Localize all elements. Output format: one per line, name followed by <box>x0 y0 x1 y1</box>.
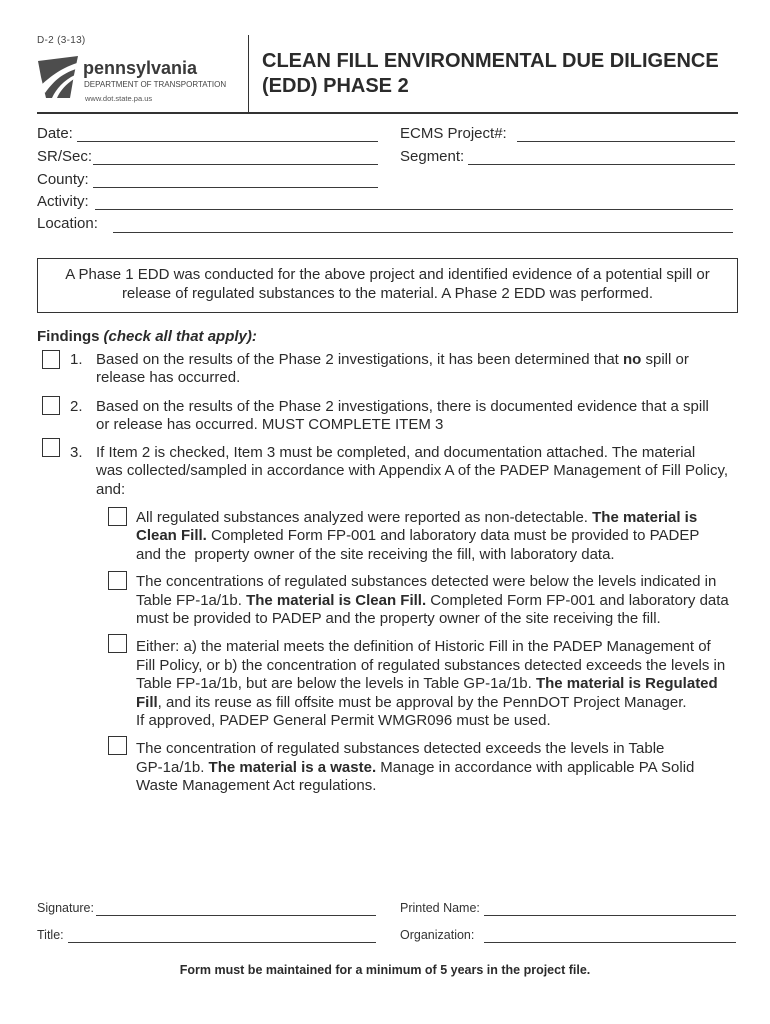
activity-field[interactable] <box>95 193 733 210</box>
option-non-detectable-line: and the property owner of the site receiving the fill, with laboratory data. <box>136 546 615 563</box>
emphasis-text-segment: no <box>623 351 642 368</box>
activity-label: Activity: <box>37 193 89 210</box>
finding-2-text-line: Based on the results of the Phase 2 investigations, there is documented evidence that a spill <box>96 398 709 415</box>
option-non-detectable-checkbox[interactable] <box>108 507 127 526</box>
date-label: Date: <box>37 125 73 142</box>
printed-name-field[interactable] <box>484 899 736 916</box>
text-segment: Manage in accordance with applicable PA Solid <box>376 759 695 776</box>
option-waste-line <box>136 759 694 777</box>
ecms-project-label: ECMS Project#: <box>400 125 507 142</box>
option-regulated-fill-line: If approved, PADEP General Permit WMGR096 must be used. <box>136 712 551 729</box>
findings-heading-note: (check all that apply): <box>103 328 257 345</box>
segment-label: Segment: <box>400 148 465 165</box>
text-segment: All regulated substances analyzed were reported as non-detectable. <box>136 509 593 526</box>
ecms-project-field[interactable] <box>517 125 735 142</box>
text-segment: Completed Form FP-001 and laboratory data <box>426 592 729 609</box>
finding-1-text-line <box>96 351 689 369</box>
option-waste-line: The concentration of regulated substances detected exceeds the levels in Table <box>136 740 665 757</box>
option-regulated-fill-line: Either: a) the material meets the definition of Historic Fill in the PADEP Management of <box>136 638 711 655</box>
text-segment: GP-1a/1b. <box>136 759 209 776</box>
option-below-fp-levels-line: The concentrations of regulated substances detected were below the levels indicated in <box>136 573 717 590</box>
finding-3-text-line: and: <box>96 481 126 498</box>
finding-3-text-line: was collected/sampled in accordance with Appendix A of the PADEP Management of Fill Policy, <box>96 462 729 479</box>
segment-field[interactable] <box>468 148 735 165</box>
signature-field[interactable] <box>96 899 376 916</box>
logo-state-name: pennsylvania <box>83 58 198 78</box>
text-segment: Table FP-1a/1b. <box>136 592 247 609</box>
header-rule <box>37 112 738 114</box>
option-below-fp-levels-line: must be provided to PADEP and the property owner of the site receiving the fill. <box>136 610 661 627</box>
location-field[interactable] <box>113 216 733 233</box>
header-divider <box>248 35 249 112</box>
finding-3-number: 3. <box>70 444 83 461</box>
sr-sec-label: SR/Sec: <box>37 148 93 165</box>
emphasis-text-segment: Clean Fill. <box>136 527 207 544</box>
form-title-line: (EDD) PHASE 2 <box>262 75 409 97</box>
emphasis-text-segment: The material is a waste. <box>208 759 377 776</box>
emphasis-text-segment: The material is <box>592 509 698 526</box>
form-title-line: CLEAN FILL ENVIRONMENTAL DUE DILIGENCE <box>262 50 719 72</box>
text-segment: Based on the results of the Phase 2 investigations, it has been determined that <box>96 351 623 368</box>
notice-line: A Phase 1 EDD was conducted for the above project and identified evidence of a potential spill or <box>65 266 710 283</box>
organization-label: Organization: <box>400 928 475 942</box>
location-label: Location: <box>37 215 98 232</box>
text-segment: Completed Form FP-001 and laboratory data must be provided to PADEP <box>206 527 700 544</box>
option-non-detectable-line <box>136 527 699 545</box>
penndot-logo <box>37 54 242 110</box>
county-label: County: <box>37 171 89 188</box>
option-below-fp-levels-line <box>136 592 729 610</box>
finding-3-checkbox[interactable] <box>42 438 60 457</box>
option-regulated-fill-checkbox[interactable] <box>108 634 127 653</box>
option-waste-line: Waste Management Act regulations. <box>136 777 377 794</box>
county-field[interactable] <box>93 171 378 188</box>
form-code: D-2 (3-13) <box>37 35 86 46</box>
finding-3-text-line: If Item 2 is checked, Item 3 must be completed, and documentation attached. The material <box>96 444 696 461</box>
finding-1-checkbox[interactable] <box>42 350 60 369</box>
finding-1-text-line: release has occurred. <box>96 369 241 386</box>
finding-1-number: 1. <box>70 351 83 368</box>
option-regulated-fill-line <box>136 675 718 693</box>
text-segment: spill or <box>641 351 689 368</box>
option-waste-checkbox[interactable] <box>108 736 127 755</box>
option-below-fp-levels-checkbox[interactable] <box>108 571 127 590</box>
finding-2-checkbox[interactable] <box>42 396 60 415</box>
option-non-detectable-line <box>136 509 697 527</box>
title-field[interactable] <box>68 926 376 943</box>
text-segment: Table FP-1a/1b, but are below the levels in Table GP-1a/1b. <box>136 675 536 692</box>
signature-label: Signature: <box>37 901 94 915</box>
notice-line: release of regulated substances to the material. A Phase 2 EDD was performed. <box>121 285 654 302</box>
title-label: Title: <box>37 928 64 942</box>
logo-department: DEPARTMENT OF TRANSPORTATION <box>84 80 227 89</box>
emphasis-text-segment: Fill <box>136 694 158 711</box>
organization-field[interactable] <box>484 926 736 943</box>
sr-sec-field[interactable] <box>93 148 378 165</box>
printed-name-label: Printed Name: <box>400 901 480 915</box>
date-field[interactable] <box>77 125 378 142</box>
emphasis-text-segment: The material is Regulated <box>535 675 718 692</box>
logo-website: www.dot.state.pa.us <box>85 94 153 103</box>
option-regulated-fill-line <box>136 694 687 712</box>
text-segment: , and its reuse as fill offsite must be approval by the PennDOT Project Manager. <box>157 694 687 711</box>
phase1-notice-box <box>37 258 738 313</box>
finding-2-number: 2. <box>70 398 83 415</box>
emphasis-text-segment: The material is Clean Fill. <box>246 592 427 609</box>
retention-footer-note: Form must be maintained for a minimum of 5 years in the project file. <box>179 963 591 977</box>
option-regulated-fill-line: Fill Policy, or b) the concentration of regulated substances detected exceeds the levels in <box>136 657 726 674</box>
findings-heading-text: Findings <box>37 328 100 345</box>
keystone-road-icon <box>37 55 79 99</box>
finding-2-text-line: or release has occurred. MUST COMPLETE ITEM 3 <box>96 416 444 433</box>
findings-heading <box>37 328 257 346</box>
